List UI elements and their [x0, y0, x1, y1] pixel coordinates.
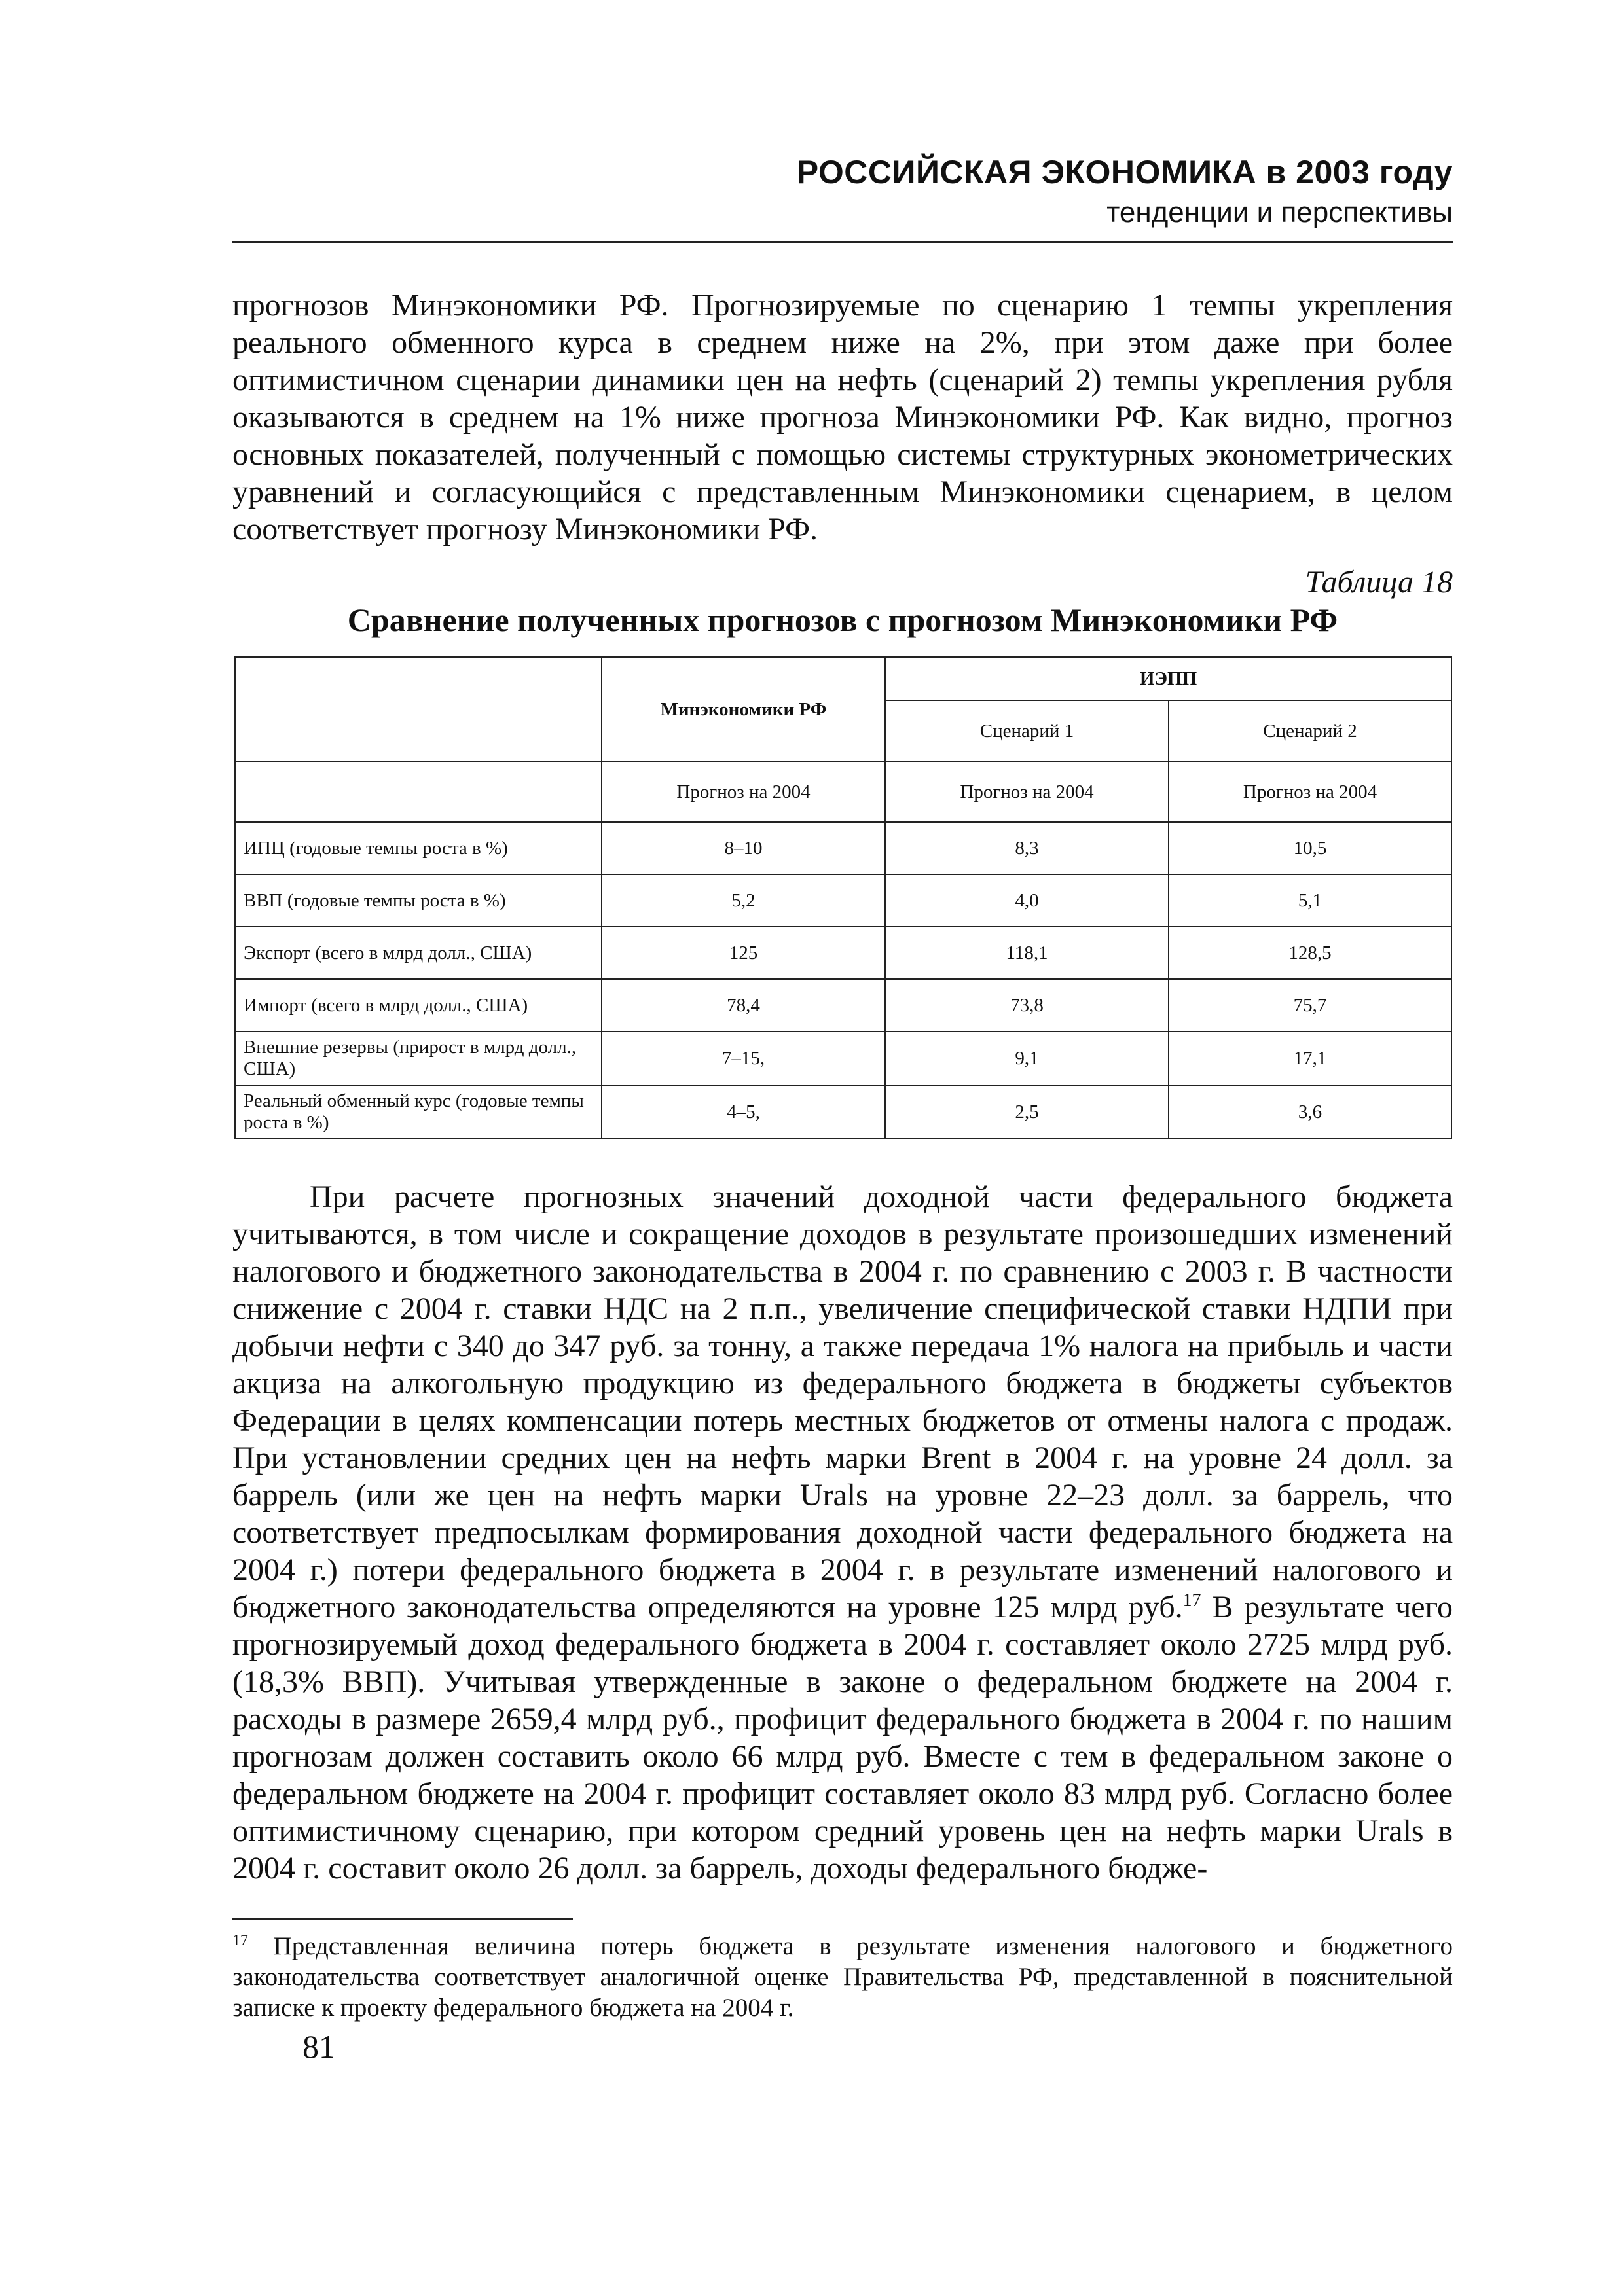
table-cell: 3,6: [1169, 1085, 1451, 1139]
table-cell: 8–10: [602, 822, 885, 874]
table-cell: 17,1: [1169, 1031, 1451, 1085]
table-cell: 2,5: [885, 1085, 1169, 1139]
table-row: [235, 979, 1451, 1031]
table-cell: 7–15,: [602, 1031, 885, 1085]
table-cell: 9,1: [885, 1031, 1169, 1085]
footnote: [232, 1931, 1453, 2023]
row-label: ИПЦ (годовые темпы роста в %): [235, 822, 602, 874]
table-row: [235, 927, 1451, 979]
column-header-minecon: Минэкономики РФ: [602, 657, 885, 762]
table-cell: 4–5,: [602, 1085, 885, 1139]
column-header-scenario-2: Сценарий 2: [1169, 700, 1451, 762]
table-row: [235, 874, 1451, 927]
footnote-reference: 17: [1182, 1590, 1201, 1611]
column-header-iepp: ИЭПП: [885, 657, 1451, 700]
table-cell: 78,4: [602, 979, 885, 1031]
row-label: ВВП (годовые темпы роста в %): [235, 874, 602, 927]
header-divider: [232, 241, 1453, 243]
table-row: [235, 1031, 1451, 1085]
row-label: Экспорт (всего в млрд долл., США): [235, 927, 602, 979]
comparison-table: [234, 656, 1452, 1139]
footnote-divider: [232, 1918, 573, 1920]
table-cell: 125: [602, 927, 885, 979]
table-cell: 75,7: [1169, 979, 1451, 1031]
page-number: 81: [302, 2028, 335, 2065]
table-cell: 118,1: [885, 927, 1169, 979]
table-cell: 5,2: [602, 874, 885, 927]
table-forecast-row: [235, 762, 1451, 822]
column-header-scenario-1: Сценарий 1: [885, 700, 1169, 762]
running-header-subtitle: тенденции и перспективы: [1106, 196, 1453, 228]
table-title: Сравнение полученных прогнозов с прогнозом Минэкономики РФ: [347, 601, 1338, 638]
paragraph-text-part: В результате чего прогнозируемый доход федерального бюджета в 2004 г. составляет около 2725 млрд руб. (18,3% ВВП). Учитывая утвержденные в законе о федеральном бюджете на 2004 г. расходы в размере 2659,4 млрд руб., профицит федерального бюджета в 2004 г. по нашим прогнозам должен составить около 66 млрд руб. Вместе с тем в федеральном законе о федеральном бюджете на 2004 г. профицит составляет около 83 млрд руб. Согласно более оптимистичному сценарию, при котором средний уровень цен на нефть марки Urals в 2004 г. составит около 26 долл. за баррель, доходы федерального бюдже-: [232, 1590, 1453, 1886]
table-row: [235, 822, 1451, 874]
running-header-title: РОССИЙСКАЯ ЭКОНОМИКА в 2003 году: [796, 154, 1453, 190]
row-label: Импорт (всего в млрд долл., США): [235, 979, 602, 1031]
paragraph-intro: [232, 287, 1453, 548]
forecast-label: Прогноз на 2004: [1169, 762, 1451, 822]
table-header-row: [235, 657, 1451, 700]
table-cell: 4,0: [885, 874, 1169, 927]
table-cell: [235, 762, 602, 822]
table-row: [235, 1085, 1451, 1139]
paragraph-budget: [232, 1178, 1453, 1887]
paragraph-text: [232, 1178, 1453, 1887]
table-cell: 73,8: [885, 979, 1169, 1031]
footnote-text: Представленная величина потерь бюджета в результате изменения налогового и бюджетного законодательства соответствует аналогичной оценке Правительства РФ, представленной в пояснительной записке к проекту федерального бюджета на 2004 г.: [232, 1932, 1453, 2022]
table-corner-cell: [235, 657, 602, 762]
forecast-label: Прогноз на 2004: [602, 762, 885, 822]
paragraph-text: прогнозов Минэкономики РФ. Прогнозируемые по сценарию 1 темпы укрепления реального обменного курса в среднем ниже на 2%, при этом даже при более оптимистичном сценарии динамики цен на нефть (сценарий 2) темпы укрепления рубля оказываются в среднем на 1% ниже прогноза Минэкономики РФ. Как видно, прогноз основных показателей, полученный с помощью системы структурных эконометрических уравнений и согласующийся с представленным Минэкономики сценарием, в целом соответствует прогнозу Минэкономики РФ.: [232, 288, 1453, 547]
footnote-number: 17: [232, 1932, 248, 1949]
forecast-label: Прогноз на 2004: [885, 762, 1169, 822]
table-label: Таблица 18: [1305, 565, 1453, 600]
table-cell: 128,5: [1169, 927, 1451, 979]
paragraph-text-part: При расчете прогнозных значений доходной части федерального бюджета учитываются, в том числе и сокращение доходов в результате произошедших изменений налогового и бюджетного законодательства в 2004 г. по сравнению с 2003 г. В частности снижение с 2004 г. ставки НДС на 2 п.п., увеличение специфической ставки НДПИ при добычи нефти с 340 до 347 руб. за тонну, а также передача 1% налога на прибыль и части акциза на алкогольную продукцию из федерального бюджета в бюджеты субъектов Федерации в целях компенсации потерь местных бюджетов от отмены налога с продаж. При установлении средних цен на нефть марки Brent в 2004 г. на уровне 24 долл. за баррель (или же цен на нефть марки Urals на уровне 22–23 долл. за баррель, что соответствует предпосылкам формирования доходной части федерального бюджета на 2004 г.) потери федерального бюджета в 2004 г. в результате изменений налогового и бюджетного законодательства определяются на уровне 125 млрд руб.: [232, 1179, 1453, 1624]
row-label: Реальный обменный курс (годовые темпы роста в %): [235, 1085, 602, 1139]
row-label: Внешние резервы (прирост в млрд долл., США): [235, 1031, 602, 1085]
table-cell: 8,3: [885, 822, 1169, 874]
table-cell: 5,1: [1169, 874, 1451, 927]
table-cell: 10,5: [1169, 822, 1451, 874]
